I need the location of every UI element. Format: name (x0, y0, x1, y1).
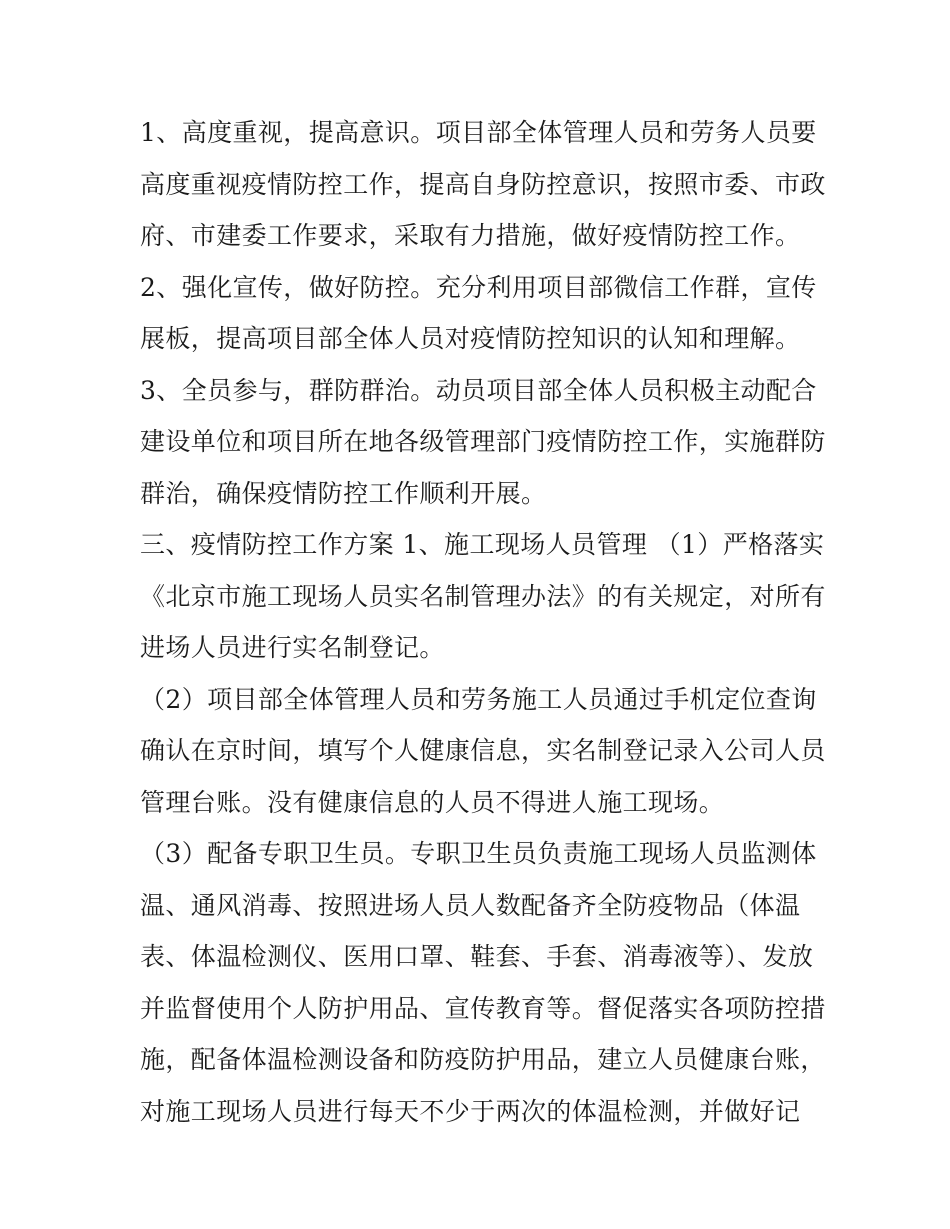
text-line: 对施工现场人员进行每天不少于两次的体温检测，并做好记 (140, 1096, 801, 1126)
text-line: 确认在京时间，填写个人健康信息，实名制登记录入公司人员 (140, 736, 826, 765)
text-line: 3、全员参与，群防群治。动员项目部全体人员积极主动配合 (140, 375, 817, 405)
text-line: 展板，提高项目部全体人员对疫情防控知识的认知和理解。 (140, 324, 801, 353)
text-line: 1、高度重视，提高意识。项目部全体管理人员和劳务人员要 (140, 118, 817, 147)
text-line: （3）配备专职卫生员。专职卫生员负责施工现场人员监测体 (140, 839, 817, 868)
text-line: （2）项目部全体管理人员和劳务施工人员通过手机定位查询 (140, 684, 817, 714)
text-line: 群治，确保疫情防控工作顺利开展。 (140, 478, 547, 508)
text-line: 温、通风消毒、按照进场人员人数配备齐全防疫物品（体温 (140, 890, 801, 920)
document-body (140, 107, 826, 1137)
text-line: 府、市建委工作要求，采取有力措施，做好疫情防控工作。 (140, 221, 801, 250)
text-line: 施，配备体温检测设备和防疫防护用品，建立人员健康台账， (140, 1045, 826, 1074)
text-line: 高度重视疫情防控工作，提高自身防控意识，按照市委、市政 (140, 169, 826, 199)
text-line: 建设单位和项目所在地各级管理部门疫情防控工作，实施群防 (140, 427, 826, 456)
text-line: 管理台账。没有健康信息的人员不得进人施工现场。 (140, 787, 725, 817)
text-line: 进场人员进行实名制登记。 (140, 633, 445, 662)
text-line: 三、疫情防控工作方案 1、施工现场人员管理 （1）严格落实 (140, 530, 825, 559)
text-line: 并监督使用个人防护用品、宣传教育等。督促落实各项防控措 (140, 993, 826, 1023)
text-line: 《北京市施工现场人员实名制管理办法》的有关规定，对所有 (140, 581, 826, 611)
text-line: 2、强化宣传，做好防控。充分利用项目部微信工作群，宣传 (140, 272, 817, 302)
text-line: 表、体温检测仪、医用口罩、鞋套、手套、消毒液等）、发放 (140, 942, 814, 971)
